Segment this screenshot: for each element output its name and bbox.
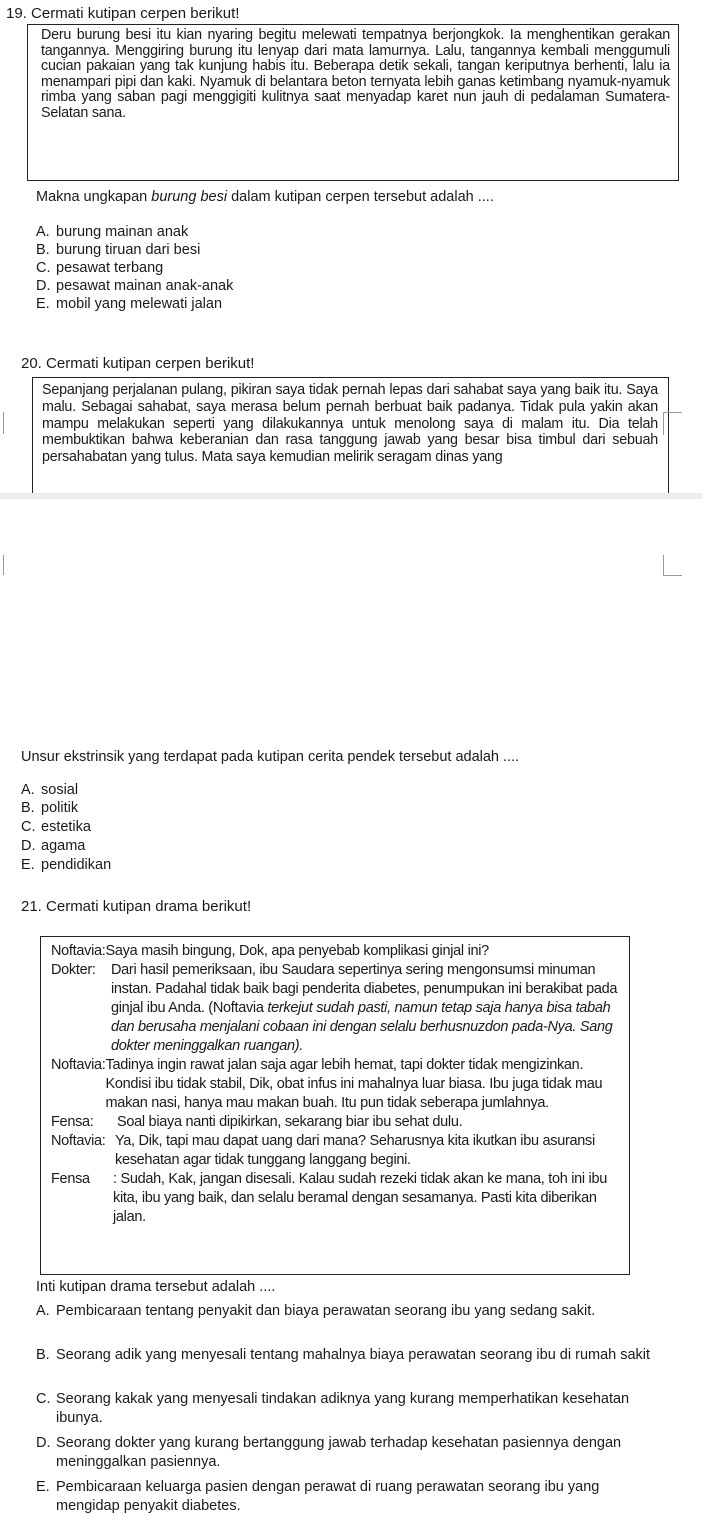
option-c[interactable]	[21, 819, 91, 835]
option-letter: C.	[36, 260, 51, 276]
option-text: Seorang adik yang menyesali tentang mahalnya biaya perawatan seorang ibu di rumah sakit	[56, 1347, 651, 1363]
drama-dialogue-box	[40, 936, 630, 1275]
option-e[interactable]	[36, 296, 222, 312]
option-text: pendidikan	[41, 857, 112, 873]
crop-mark	[3, 555, 4, 575]
crop-mark	[663, 412, 682, 435]
option-text: estetika	[41, 819, 91, 835]
option-letter: C.	[21, 819, 36, 835]
option-letter: A.	[36, 224, 50, 240]
prompt-text: dalam kutipan cerpen tersebut adalah ....	[227, 189, 494, 205]
speaker-name: Dokter:	[51, 962, 96, 978]
dialogue-plain: Dari hasil pemeriksaan, ibu Saudara sepertinya sering mengonsumsi minuman instan. Padahal tidak baik bagi penderita diabetes, penumpukan ini berakibat pada ginjal ibu Anda. (Noftavia	[111, 962, 618, 1016]
page-cut-divider	[0, 493, 702, 499]
option-text: politik	[41, 800, 79, 816]
option-letter: E.	[36, 296, 50, 312]
dialogue-line	[51, 942, 625, 961]
option-d[interactable]	[21, 838, 85, 854]
option-letter: A.	[21, 782, 35, 798]
option-text: pesawat mainan anak-anak	[56, 278, 234, 294]
option-letter: B.	[36, 1347, 50, 1363]
speaker-name: Fensa:	[51, 1114, 94, 1130]
option-e[interactable]	[36, 1478, 666, 1516]
crop-mark	[3, 412, 4, 434]
option-c[interactable]	[36, 260, 163, 276]
dialogue-text: Soal biaya nanti dipikirkan, sekarang biar ibu sehat dulu.	[117, 1114, 463, 1130]
speaker-name: Noftavia:	[51, 1133, 106, 1149]
option-letter: B.	[36, 242, 50, 258]
dialogue-text: : Sudah, Kak, jangan disesali. Kalau sudah rezeki tidak akan ke mana, toh ini ibu kita, ibu yang baik, dan selalu beramal dengan sesamanya. Pasti kita diberikan jalan.	[113, 1171, 607, 1225]
option-c[interactable]	[36, 1390, 666, 1428]
option-letter: B.	[21, 800, 35, 816]
speaker-name: Noftavia:	[51, 943, 106, 959]
option-text: Pembicaraan tentang penyakit dan biaya perawatan seorang ibu yang sedang sakit.	[56, 1303, 596, 1319]
option-text: Seorang kakak yang menyesali tindakan adiknya yang kurang memperhatikan kesehatan ibunya.	[56, 1391, 630, 1426]
question-21-title: 21. Cermati kutipan drama berikut!	[21, 898, 252, 915]
question-19-title: 19. Cermati kutipan cerpen berikut!	[6, 5, 240, 22]
option-letter: C.	[36, 1391, 51, 1407]
question-20-prompt: Unsur ekstrinsik yang terdapat pada kutipan cerita pendek tersebut adalah ....	[21, 749, 520, 765]
option-b[interactable]	[21, 800, 78, 816]
question-19-passage-box	[27, 24, 679, 181]
question-19-prompt	[36, 189, 494, 205]
option-letter: D.	[21, 838, 36, 854]
option-text: Seorang dokter yang kurang bertanggung jawab terhadap kesehatan pasiennya dengan meninggalkan pasiennya.	[56, 1435, 622, 1470]
dialogue-line	[51, 1132, 625, 1170]
option-letter: E.	[36, 1479, 50, 1495]
option-a[interactable]	[36, 1302, 666, 1321]
dialogue-line	[51, 1170, 625, 1227]
option-text: sosial	[41, 782, 79, 798]
option-a[interactable]	[36, 224, 188, 240]
option-text: burung mainan anak	[56, 224, 189, 240]
option-letter: A.	[36, 1303, 50, 1319]
dialogue-line	[51, 1113, 625, 1132]
option-letter: D.	[36, 1435, 51, 1451]
option-text: Pembicaraan keluarga pasien dengan perawat di ruang perawatan seorang ibu yang mengidap penyakit diabetes.	[56, 1479, 600, 1514]
prompt-emphasis: burung besi	[151, 189, 228, 205]
dialogue-text: Ya, Dik, tapi mau dapat uang dari mana? Seharusnya kita ikutkan ibu asuransi kesehatan agar tidak tunggang langgang begini.	[115, 1133, 595, 1168]
dialogue-text: Saya masih bingung, Dok, apa penyebab komplikasi ginjal ini?	[105, 943, 489, 959]
question-21-prompt: Inti kutipan drama tersebut adalah ....	[36, 1279, 276, 1295]
option-letter: D.	[36, 278, 51, 294]
prompt-text: Makna ungkapan	[36, 189, 152, 205]
option-text: pesawat terbang	[56, 260, 164, 276]
question-20-passage: Sepanjang perjalanan pulang, pikiran saya tidak pernah lepas dari sahabat saya yang baik itu. Saya malu. Sebagai sahabat, saya merasa belum pernah berbuat baik padanya. Tidak pula yakin akan mampu melakukan seperti yang dilakukannya untuk menolong saya di malam itu. Dia telah membuktikan bahwa keberanian dan rasa tanggung jawab yang besar bisa timbul dari sebuah persahabatan yang tulus. Mata saya kemudian melirik seragam dinas yang	[42, 382, 658, 466]
option-e[interactable]	[21, 857, 111, 873]
option-text: agama	[41, 838, 86, 854]
option-text: mobil yang melewati jalan	[56, 296, 223, 312]
option-letter: E.	[21, 857, 35, 873]
crop-mark	[663, 555, 682, 576]
dialogue-line	[51, 1056, 625, 1113]
option-a[interactable]	[21, 782, 78, 798]
question-20-title: 20. Cermati kutipan cerpen berikut!	[21, 355, 255, 372]
option-d[interactable]	[36, 1434, 666, 1472]
speaker-name: Noftavia:	[51, 1057, 106, 1073]
dialogue-text: Tadinya ingin rawat jalan saja agar lebih hemat, tapi dokter tidak mengizinkan. Kondisi ibu tidak stabil, Dik, obat infus ini mahalnya luar biasa. Ibu juga tidak mau makan nasi, hanya mau makan buah. Itu pun tidak seberapa jumlahnya.	[105, 1057, 603, 1111]
speaker-name: Fensa	[51, 1171, 90, 1187]
question-19-passage: Deru burung besi itu kian nyaring begitu melewati tempatnya berjongkok. Ia menghentikan gerakan tangannya. Menggiring burung itu lenyap dari mata lamurnya. Lalu, tangannya kembali menggumuli cucian pakaian yang tak kunjung habis itu. Beberapa detik sekali, tangan keriputnya berhenti, lalu ia menampari pipi dan kaki. Nyamuk di belantara beton ternyata lebih ganas ketimbang nyamuk-nyamuk rimba yang saban pagi menggigiti kulitnya saat menyadap karet nun jauh di pedalaman Sumatera-Selatan sana.	[41, 27, 670, 121]
question-20-passage-box	[32, 377, 669, 495]
stage-direction: terkejut sudah pasti, namun tetap saja hanya bisa tabah dan berusaha menjalani cobaan ini dengan selalu berhusnuzdon pada-Nya. Sang dokter meninggalkan ruangan).	[111, 1000, 613, 1054]
dialogue-line	[51, 961, 625, 1056]
option-b[interactable]	[36, 242, 200, 258]
option-b[interactable]	[36, 1346, 666, 1365]
option-d[interactable]	[36, 278, 233, 294]
dialogue-text	[111, 961, 621, 1056]
option-text: burung tiruan dari besi	[56, 242, 201, 258]
